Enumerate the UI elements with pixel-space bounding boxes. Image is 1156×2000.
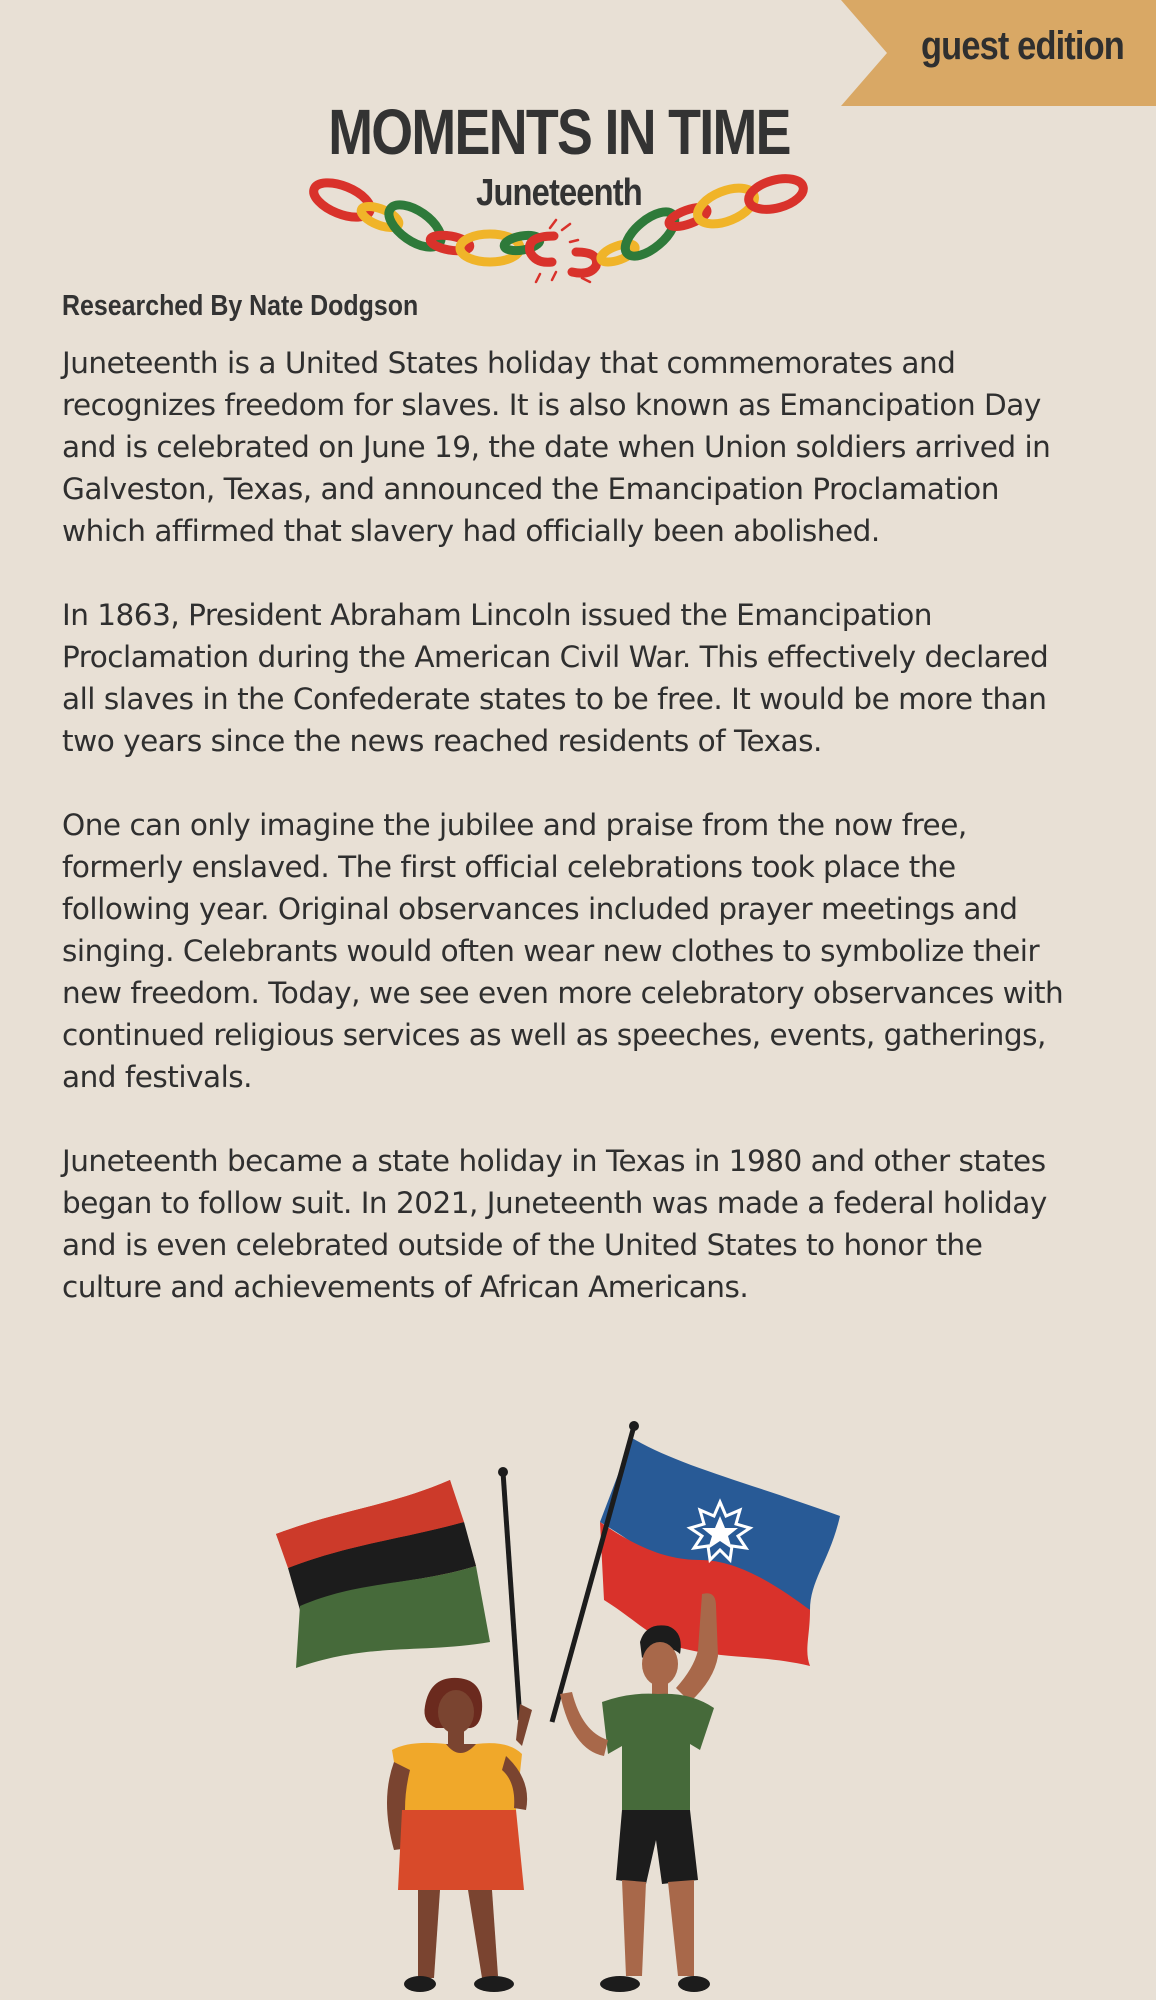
paragraph-3: One can only imagine the jubilee and praise from the now free, formerly enslaved. The first official celebrations took place the following year. Original observances included prayer meetings and singing. Celebrants would often wear new clothes to symbolize their new freedom. Today, we see even more celebratory observances with continued religious services as well as speeches, events, gatherings, and festivals. [62,808,1064,1094]
page-title: MOMENTS IN TIME [328,96,790,168]
paragraph-1: Juneteenth is a United States holiday that commemorates and recognizes freedom for slaves. It is also known as Emancipation Day and is celebrated on June 19, the date when Union soldiers arrived in Galveston, Texas, and announced the Emancipation Proclamation which affirmed that slavery had officially been abolished. [62,346,1051,548]
guest-edition-label: guest edition [921,24,1124,68]
article-body [62,342,1072,1350]
woman-figure [387,1678,532,1992]
page-subtitle: Juneteenth [476,172,642,214]
pan-african-flag-icon [276,1467,520,1720]
flag-bearers-illustration [270,1410,850,2000]
paragraph-4: Juneteenth became a state holiday in Texas in 1980 and other states began to follow suit. In 2021, Juneteenth was made a federal holiday and is even celebrated outside of the United States to honor the culture and achievements of African Americans. [62,1144,1047,1304]
byline: Researched By Nate Dodgson [62,290,419,322]
man-figure [560,1593,718,1992]
paragraph-2: In 1863, President Abraham Lincoln issued the Emancipation Proclamation during the American Civil War. This effectively declared all slaves in the Confederate states to be free. It would be more than two years since the news reached residents of Texas. [62,598,1049,758]
